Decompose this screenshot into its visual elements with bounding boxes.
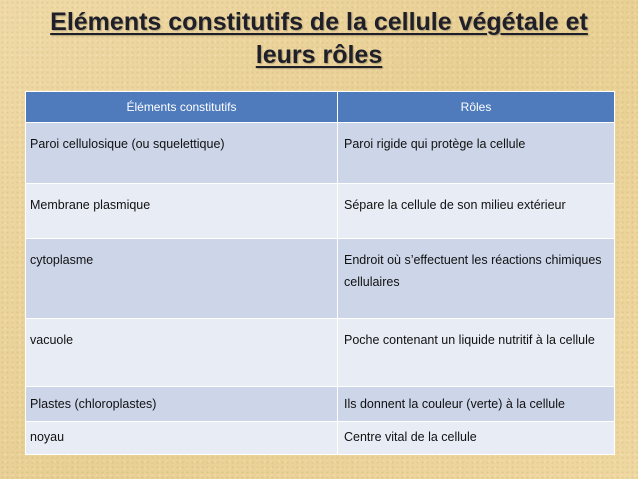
page-title xyxy=(30,6,608,72)
element-cell: Membrane plasmique xyxy=(26,184,338,239)
table-row xyxy=(26,239,615,319)
element-cell: Plastes (chloroplastes) xyxy=(26,387,338,422)
element-cell: Paroi cellulosique (ou squelettique) xyxy=(26,123,338,184)
role-cell: Paroi rigide qui protège la cellule xyxy=(338,123,615,184)
element-cell: noyau xyxy=(26,422,338,455)
title-line-1: Eléments constitutifs de la cellule végétale et xyxy=(50,8,588,36)
table-row xyxy=(26,422,615,455)
role-cell: Ils donnent la couleur (verte) à la cellule xyxy=(338,387,615,422)
table-header-row xyxy=(26,92,615,123)
element-cell: cytoplasme xyxy=(26,239,338,319)
title-line-2: leurs rôles xyxy=(255,41,383,69)
element-cell: vacuole xyxy=(26,319,338,387)
table-row xyxy=(26,387,615,422)
role-cell: Endroit où s’effectuent les réactions chimiques cellulaires xyxy=(338,239,615,319)
role-cell: Poche contenant un liquide nutritif à la cellule xyxy=(338,319,615,387)
table-row xyxy=(26,123,615,184)
table-row xyxy=(26,184,615,239)
header-roles: Rôles xyxy=(338,92,615,123)
role-cell: Sépare la cellule de son milieu extérieur xyxy=(338,184,615,239)
role-cell: Centre vital de la cellule xyxy=(338,422,615,455)
table-row xyxy=(26,319,615,387)
header-elements: Éléments constitutifs xyxy=(26,92,338,123)
elements-roles-table xyxy=(25,91,615,455)
